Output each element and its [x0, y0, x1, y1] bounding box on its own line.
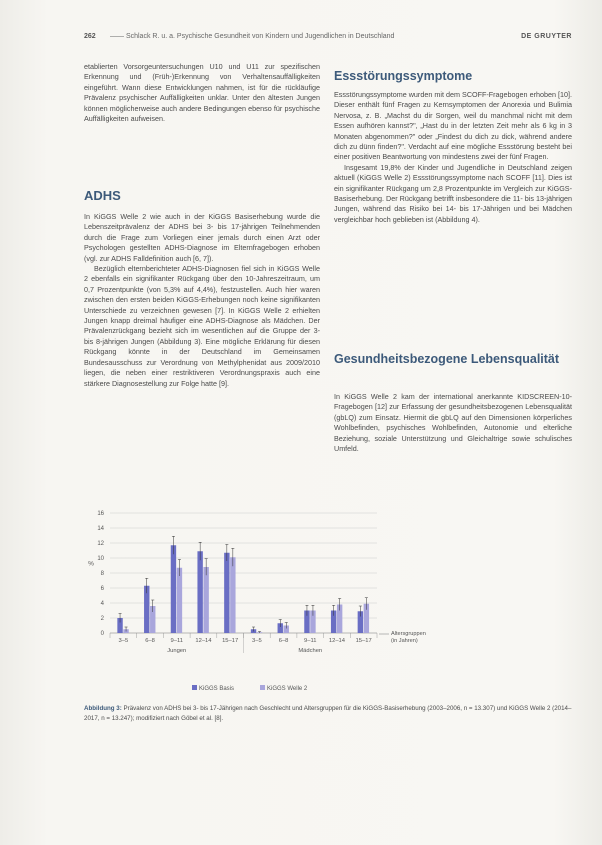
intro-paragraph [84, 62, 320, 124]
ess-section-body [334, 90, 572, 225]
legend-swatch [192, 685, 197, 690]
intro-text: etablierten Vorsorgeuntersuchungen U10 und U11 zur spezifischen Erkennung und (Früh-)Erkennung von Verhaltensauffälligkeiten eingeführt. Wann diese Entwicklungen nahmen, ist für die rückläufige Prävalenz psychischer Auffälligkeiten unklar. Unter den ältesten Jungen können möglicherweise auch andere Bedingungen ebenso für psychische Auffälligkeiten aufweisen. [84, 62, 320, 124]
bar [224, 553, 229, 633]
y-tick-label: 10 [97, 556, 104, 563]
gbl-paragraph-1: In KiGGS Welle 2 kam der international anerkannte KIDSCREEN-10-Fragebogen [12] zur Erfassung der gesundheitsbezogenen Lebensqualität (gbLQ) zum Einsatz. Hiermit die gbLQ auf den Dimensionen körperliches Wohlbefinden, psychisches Wohlbefinden, Autonomie und elterliche Beziehung, soziale Unterstützung und Gleichaltrige sowie schulisches Umfeld. [334, 392, 572, 454]
page-number: 262 [84, 33, 96, 40]
y-tick-label: 12 [97, 541, 104, 548]
running-header [84, 31, 572, 43]
y-tick-label: 6 [100, 586, 104, 593]
x-axis-unit: (in Jahren) [391, 638, 418, 644]
caption-label: Abbildung 3: [84, 705, 122, 712]
caption-text: Prävalenz von ADHS bei 3- bis 17-Jährigen nach Geschlecht und Altersgruppen für die KiGGS-Basiserhebung (2003–2006, n = 13.307) und KiGGS Welle 2 (2014–2017, n = 13.247); modifiziert nach Göbel et al. [8]. [84, 705, 572, 722]
section-heading-adhs: ADHS [84, 188, 121, 203]
y-tick-label: 16 [97, 511, 104, 518]
x-group-label: Jungen [167, 648, 187, 654]
legend-label: KiGGS Basis [199, 686, 235, 692]
x-tick-label: 6–8 [145, 638, 155, 644]
adhs-paragraph-2: Bezüglich elternberichteter ADHS-Diagnosen fiel sich in KiGGS Welle 2 ebenfalls ein signifikanter Rückgang über den 10-Jahreszeitraum, um 0,7 Prozentpunkte (von 5,3% auf 4,4%), festzustellen. Auch hier waren zwischen den ersten beiden KiGGS-Erhebungen noch keine signifikanten Unterschiede zu verzeichnen gewesen [7]. In KiGGS Welle 2 erhielten Jungen knapp dreimal häufiger eine ADHS-Diagnose als Mädchen. Der Prävalenzrückgang bezieht sich im wesentlichen auf die Gruppe der 3- bis 8-jährigen Jungen (Abbildung 3). Eine mögliche Erklärung für diesen Rückgang könnte in der Deutschland im Gemeinsamen Bundesausschuss zur Verordnung von Methylphenidat aus 2009/2010 liegen, die neben einer restriktiveren Verordnungspraxis auch eine stärkere Diagnosestellung zur Folge hatte [9]. [84, 264, 320, 388]
x-tick-label: 12–14 [328, 638, 346, 644]
x-tick-label: 6–8 [278, 638, 289, 644]
adhs-bar-chart [82, 505, 492, 700]
publisher-name: DE GRUYTER [521, 33, 572, 40]
bar [171, 545, 176, 633]
bar [230, 557, 235, 633]
figure-caption [84, 704, 574, 723]
x-tick-label: 12–14 [195, 638, 212, 644]
x-axis-title: Altersgruppen [391, 631, 426, 637]
gbl-section-body [334, 392, 572, 454]
x-tick-label: 3–5 [252, 638, 262, 644]
y-tick-label: 2 [100, 616, 104, 623]
y-tick-label: 0 [100, 631, 104, 638]
x-tick-label: 9–11 [304, 638, 317, 644]
adhs-paragraph-1: In KiGGS Welle 2 wie auch in der KiGGS Basiserhebung wurde die Lebenszeitprävalenz der ADHS bei 3- bis 17-jährigen Teilnehmenden durch die Frage zum Vorliegen einer jemals durch einen Arzt oder Psychologen gestellten ADHS-Diagnose im Elternfragebogen erhoben (vgl. zur ADHS Falldefinition auch [6, 7]). [84, 212, 320, 263]
running-title: —— Schlack R. u. a. Psychische Gesundheit von Kindern und Jugendlichen in Deutschland [110, 33, 395, 40]
x-tick-label: 3–5 [118, 638, 129, 644]
y-tick-label: 4 [100, 601, 104, 608]
y-axis-label: % [88, 560, 94, 568]
adhs-section-body [84, 212, 320, 389]
y-tick-label: 14 [97, 526, 104, 533]
x-group-label: Mädchen [298, 648, 323, 654]
bar [177, 568, 182, 633]
legend-swatch [260, 685, 265, 690]
section-heading-essstoerung: Essstörungssymptome [334, 69, 473, 83]
bar [197, 551, 202, 633]
bar [203, 567, 208, 633]
section-heading-lebensqualitaet: Gesundheitsbezogene Lebensqualität [334, 352, 560, 366]
ess-paragraph-2: Insgesamt 19,8% der Kinder und Jugendliche in Deutschland zeigen aktuell (KiGGS Welle 2) Essstörungssymptome nach SCOFF [11]. Dies ist ein signifikanter Rückgang um 2,8 Prozentpunkte im Vergleich zur KiGGS-Basiserhebung. Der Rückgang betrifft insbesondere die 11- bis 13-jährigen Jungen, während das Risiko bei 14- bis 17-Jährigen und bei Mädchen vergleichbar hoch geblieben ist (Abbildung 4). [334, 162, 572, 224]
x-tick-label: 9–11 [170, 638, 183, 644]
x-tick-label: 15–17 [222, 638, 239, 644]
y-tick-label: 8 [100, 571, 104, 578]
ess-paragraph-1: Essstörungssymptome wurden mit dem SCOFF-Fragebogen erhoben [10]. Dieser enthält fünf Fragen zu Kernsymptomen der Anorexia und Bulimia Nervosa, z. B. „Machst du dir Sorgen, weil du manchmal nicht mit dem Essen aufhören kannst?", „Hast du in der letzten Zeit mehr als 6 kg in 3 Monaten abgenommen?" oder „Findest du dich zu dick, während andere dich zu dünn finden?". Verdacht auf eine mögliche Essstörung besteht bei einer positiven Beantwortung von mindestens zwei der fünf Fragen. [334, 90, 572, 162]
x-tick-label: 15–17 [355, 638, 372, 644]
legend-label: KiGGS Welle 2 [267, 686, 308, 692]
